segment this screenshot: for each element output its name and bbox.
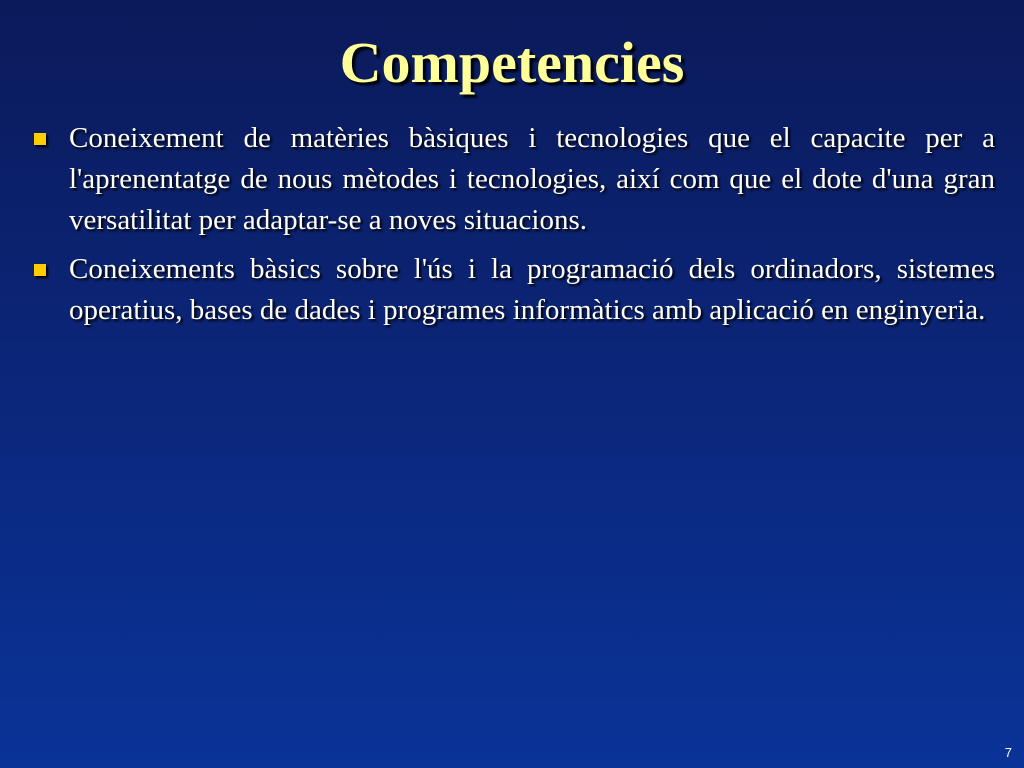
square-bullet-icon	[34, 264, 46, 276]
page-number: 7	[1004, 745, 1012, 760]
bullet-text: Coneixement de matèries bàsiques i tecnologies que el capacite per a l'aprenentatge de nous mètodes i tecnologies, així com que el dote d'una gran versatilitat per adaptar-se a noves situacions.	[69, 122, 995, 236]
bullet-list	[33, 118, 995, 339]
slide-title: Competencies	[339, 30, 685, 95]
bullet-text: Coneixements bàsics sobre l'ús i la programació dels ordinadors, sistemes operatius, bases de dades i programes informàtics amb aplicació en enginyeria.	[69, 253, 995, 326]
bullet-item	[33, 118, 995, 241]
bullet-item	[33, 249, 995, 331]
square-bullet-icon	[34, 133, 46, 145]
